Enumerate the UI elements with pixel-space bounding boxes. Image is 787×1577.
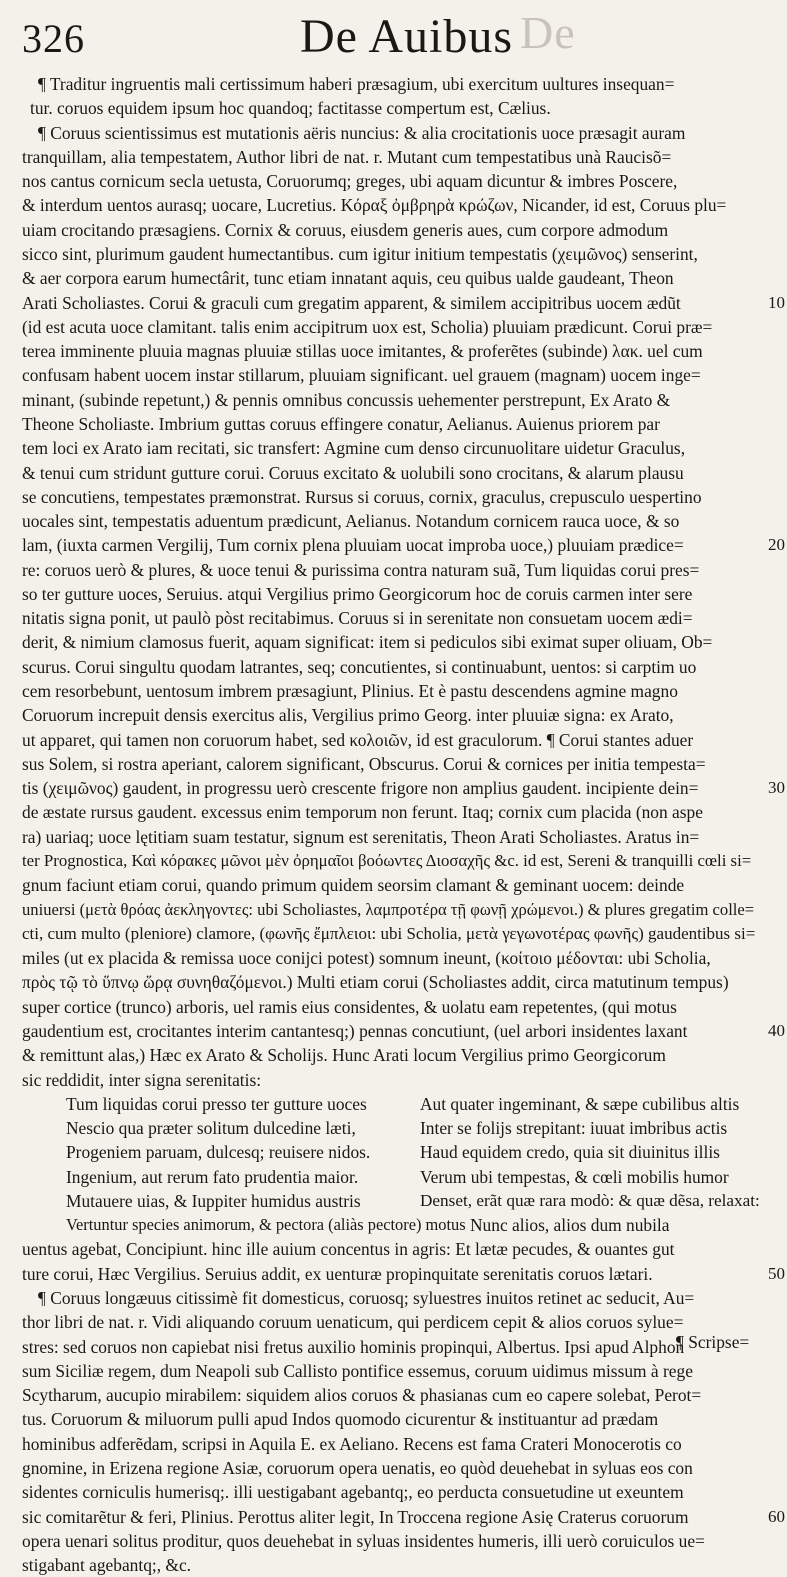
line-text: ter Prognostica, Καὶ κόρακες μῶνοι μὲν ὀρημαῖοι βοόωντες Διοσαχῆς &c. id est, Sereni & tranquilli cœli si=: [22, 851, 752, 870]
line-text: cem resorbebunt, uentosum imbrem præsagiunt, Plinius. Et è pastu descendens agmine magno: [22, 681, 678, 701]
line-text: gnomine, in Erizena regione Asiæ, coruorum opera uenatis, eo quòd deuehebat in syluas eos con: [22, 1458, 693, 1478]
text-line: [0, 1480, 787, 1504]
line-number-marker: 60: [768, 1506, 785, 1526]
verse-right: Verum ubi tempestas, & cœli mobilis humor: [420, 1166, 729, 1187]
line-number-marker: 30: [768, 778, 785, 798]
line-text: uniuersi (μετὰ θρόας ἀεκληγοντες: ubi Scholiastes, λαμπροτέρα τῇ φωνῇ χρώμενοι.) & plures gregatim colle=: [22, 899, 755, 919]
text-line: [0, 630, 787, 654]
page-number: 326: [22, 16, 85, 61]
line-number-marker: 40: [768, 1020, 785, 1040]
line-text: sic comitarẽtur & feri, Plinius. Perottus aliter legit, In Troccena regione Asię Craterus coruorum: [22, 1506, 689, 1527]
text-line: [0, 703, 787, 727]
line-text: ra) uariaq; uoce lętitiam suam testatur, signum est serenitatis, Theon Arati Scholiastes. Aratus in=: [22, 826, 700, 847]
line-text: miles (ut ex placida & remissa uoce conijci potest) somnum ineunt, (κοίτοιο μέδονται: ubi Scholia,: [22, 948, 711, 969]
text-line: [0, 339, 787, 363]
line-text: so ter gutture uoces, Seruius. atqui Vergilius primo Georgicorum hoc de coruis carmen inter sere: [22, 583, 693, 604]
line-text: super cortice (trunco) arboris, uel ramis eius considentes, & uolatu eam repetentes, (qui motus: [22, 996, 677, 1017]
text-line: [0, 655, 787, 679]
verse-right: Denset, erãt quæ rara modò: & quæ dẽsa, relaxat:: [420, 1190, 760, 1210]
verse-line: [0, 1140, 787, 1164]
text-line: [0, 96, 787, 120]
line-text: uocales sint, tempestatis aduentum prædicunt, Aelianus. Notandum cornicem rauca uoce, & so: [22, 511, 680, 531]
text-line: [0, 873, 787, 897]
text-line: [0, 461, 787, 485]
verse-line: [0, 1116, 787, 1140]
verse-left: Tum liquidas corui presso ter gutture uoces: [66, 1093, 367, 1114]
line-text: & aer corpora earum humectârit, tunc etiam innatant aquis, ceu quibus ualde gaudeant, Theon: [22, 268, 674, 289]
text-line: [0, 825, 787, 849]
text-line: [0, 1335, 787, 1359]
text-line: [0, 728, 787, 752]
verse-left: Mutauere uias, & Iuppiter humidus austris: [66, 1190, 361, 1211]
verse-left: Ingenium, aut rerum fato prudentia maior.: [66, 1166, 359, 1187]
text-line: [0, 1019, 787, 1043]
text-line: [0, 582, 787, 606]
verse-line: [0, 1165, 787, 1189]
text-line: [0, 1262, 787, 1286]
verse-line: [0, 1092, 787, 1116]
text-line: [0, 1286, 787, 1310]
text-line: [0, 485, 787, 509]
line-text: ¶ Coruus scientissimus est mutationis aëris nuncius: & alia crocitationis uoce præsagit auram: [38, 122, 686, 143]
text-line: [0, 1432, 787, 1456]
text-line: [0, 169, 787, 193]
line-number-marker: 10: [768, 292, 785, 312]
line-text: se concutiens, tempestates præmonstrat. Rursus si coruus, cornix, graculus, crepusculo uespertino: [22, 486, 702, 507]
text-line: [0, 1407, 787, 1431]
text-line: [0, 1529, 787, 1553]
line-text: ut apparet, qui tamen non coruorum habet, sed κολοιῶν, id est graculorum. ¶ Corui stantes aduer: [22, 729, 694, 750]
line-text: uiam crocitando præsagiens. Cornix & coruus, eiusdem generis aues, cum corpore admodum: [22, 219, 669, 240]
text-line: [0, 800, 787, 824]
text-line: [0, 72, 787, 96]
text-line: [0, 193, 787, 217]
line-text: nitatis signa ponit, ut paulò pòst recitabimus. Coruus si in serenitate non consuetam uocem ædi=: [22, 608, 693, 629]
text-line: [0, 363, 787, 387]
verse-right: Nunc alios, alios dum nubila: [470, 1215, 670, 1236]
line-text: gaudentium est, crocitantes interim cantantesq;) pennas concutiunt, (uel arbori insidentes laxant: [22, 1020, 688, 1041]
line-text: lam, (iuxta carmen Vergilij, Tum cornix plena pluuiam uocat improba uoce,) pluuiam prædice=: [22, 535, 684, 556]
line-text: terea imminente pluuia magnas pluuiæ stillas uoce imitantes, & proferẽtes (subinde) λακ. uel cum: [22, 341, 703, 362]
text-line: [0, 121, 787, 145]
verse-left: Progeniem paruam, dulcesq; reuisere nidos.: [66, 1142, 371, 1163]
line-text: uentus agebat, Concipiunt. hinc ille auium concentus in agris: Et lætæ pecudes, & ouantes gut: [22, 1239, 675, 1260]
text-line: [0, 558, 787, 582]
running-title: De Auibus: [300, 10, 513, 63]
line-text: sidentes corniculis humerisq;. illi uestigabant agebantq;, eo perducta consuetudine ut exeuntem: [22, 1482, 684, 1503]
text-line: [0, 242, 787, 266]
text-line: [0, 388, 787, 412]
text-line: [0, 533, 787, 557]
text-line: [0, 1043, 787, 1067]
line-text: ¶ Coruus longæuus citissimè fit domesticus, coruosq; syluestres inuitos retinet ac seducit, Au=: [38, 1288, 695, 1308]
line-text: tranquillam, alia tempestatem, Author libri de nat. r. Mutant cum tempestatibus unà Raucisõ=: [22, 146, 672, 167]
verse-right: Haud equidem credo, quia sit diuinitus illis: [420, 1142, 720, 1163]
text-line: [0, 1068, 787, 1092]
line-text: ture corui, Hæc Vergilius. Seruius addit, ex uenturæ propinquitate serenitatis coruos lætari.: [22, 1263, 653, 1284]
text-line: [0, 995, 787, 1019]
text-line: [0, 1310, 787, 1334]
text-line: [0, 315, 787, 339]
line-text: Coruorum increpuit densis exercitus alis, Vergilius primo Georg. inter pluuiæ signa: ex Arato,: [22, 705, 674, 726]
line-text: tur. coruos equidem ipsum hoc quandoq; factitasse compertum est, Cælius.: [30, 98, 551, 119]
line-text: tis (χειμῶνος) gaudent, in progressu uerò crescente frigore non amplius gaudent. incipiente dein=: [22, 778, 699, 799]
text-line: [0, 1359, 787, 1383]
text-line: [0, 922, 787, 946]
text-line: [0, 412, 787, 436]
text-line: [0, 970, 787, 994]
text-line: [0, 946, 787, 970]
verse-line: [0, 1189, 787, 1213]
line-text: thor libri de nat. r. Vidi aliquando coruum uenaticum, qui perdicem cepit & alios coruos sylue=: [22, 1312, 684, 1333]
text-line: [0, 752, 787, 776]
text-line: [0, 266, 787, 290]
line-text: cti, cum multo (pleniore) clamore, (φωνῆς ἔμπλειοι: ubi Scholia, μετὰ γεγωνοτέρας φωνῆς) gaudentibus si=: [22, 923, 756, 943]
text-line: [0, 1505, 787, 1529]
text-line: [0, 218, 787, 242]
verse-right: Aut quater ingeminant, & sæpe cubilibus altis: [420, 1093, 740, 1114]
line-text: & remittunt alas,) Hæc ex Arato & Scholijs. Hunc Arati locum Vergilius primo Georgicorum: [22, 1045, 666, 1066]
line-text: ¶ Traditur ingruentis mali certissimum haberi præsagium, ubi exercitum uultures insequan=: [38, 74, 675, 94]
line-text: stigabant agebantq;, &c.: [22, 1555, 192, 1576]
line-text: nos cantus cornicum secla uetusta, Coruorumq; greges, ubi aquam dicuntur & imbres Poscere,: [22, 171, 678, 192]
line-text: stres: sed coruos non capiebat nisi fretus auxilio hominis propinqui, Albertus. Ipsi apud Alphon: [22, 1336, 685, 1357]
line-text: sicco sint, plurimum gaudent humectantibus. cum igitur initium tempestatis (χειμῶνος) senserint,: [22, 244, 698, 264]
line-text: Arati Scholiastes. Corui & graculi cum gregatim apparent, & similem accipitribus uocem ædũt: [22, 292, 681, 313]
text-line: [0, 849, 787, 873]
line-text: re: coruos uerò & plures, & uoce tenui & purissima contra naturam suã, Tum liquidas corui pres=: [22, 559, 700, 580]
verse-right: Inter se folijs strepitant: iuuat imbribus actis: [420, 1118, 728, 1138]
verse-left: Vertuntur species animorum, & pectora (aliàs pectore) motus: [66, 1215, 466, 1235]
line-text: Theone Scholiaste. Imbrium guttas coruus effingere conatur, Aelianus. Auienus priorem par: [22, 413, 660, 434]
text-line: [0, 679, 787, 703]
text-line: [0, 509, 787, 533]
text-line: [0, 1383, 787, 1407]
line-text: gnum faciunt etiam corui, quando primum quidem seorsim clamant & geminant uocem: deinde: [22, 875, 685, 896]
line-text: minant, (subinde repetunt,) & pennis omnibus concussis uehementer perstrepunt, Ex Arato &: [22, 389, 671, 410]
text-line: [0, 436, 787, 460]
text-line: [0, 291, 787, 315]
line-text: πρὸς τῷ τὸ ὕπνῳ ὥρᾳ συνηθαζόμενοι.) Multi etiam corui (Scholiastes addit, circa matutinum tempus): [22, 972, 729, 993]
catchword: ¶ Scripse=: [676, 1332, 750, 1352]
text-line: [0, 776, 787, 800]
line-number-marker: 20: [768, 535, 785, 555]
line-text: hominibus adferẽdam, scripsi in Aquila E. ex Aeliano. Recens est fama Crateri Monocerotis co: [22, 1433, 682, 1454]
line-text: Scytharum, aucupio mirabilem: siquidem alios coruos & phasianas cum eo capere solebat, Perot=: [22, 1385, 702, 1406]
line-text: de æstate rursus gaudent. excessus enim temporum non ferunt. Itaq; cornix cum placida (non aspe: [22, 802, 703, 823]
line-text: tus. Coruorum & miluorum pulli apud Indos quomodo cicurentur & instituantur ad prædam: [22, 1409, 659, 1430]
line-text: opera uenari solitus proditur, quos deuehebat in syluas insidentes humeris, illi uerò coruiculos ue=: [22, 1530, 705, 1551]
line-text: & tenui cum stridunt gutture corui. Coruus excitato & uolubili sono crocitans, & alarum plausu: [22, 462, 684, 483]
line-text: derit, & nimium clamosus fuerit, aquam significat: item si pediculos sibi eximat super oliuam, Ob=: [22, 632, 713, 653]
text-line: [0, 1456, 787, 1480]
line-text: sum Siciliæ regem, dum Neapoli sub Callisto pontifice essemus, coruum uidimus missum à rege: [22, 1360, 693, 1381]
line-text: & interdum uentos aurasq; uocare, Lucretius. Κόραξ ὀμβρηρὰ κρώζων, Nicander, id est, Coruus plu=: [22, 195, 727, 216]
text-line: [0, 898, 787, 922]
line-text: sic reddidit, inter signa serenitatis:: [22, 1069, 262, 1090]
text-line: [0, 1553, 787, 1577]
line-text: (id est acuta uoce clamitant. talis enim accipitrum uox est, Scholia) pluuiam prædicunt. Corui præ=: [22, 316, 713, 337]
verse-left: Nescio qua præter solitum dulcedine læti,: [66, 1118, 356, 1138]
line-number-marker: 50: [768, 1263, 785, 1283]
bleed-through-text: De: [520, 7, 576, 58]
text-line: [0, 145, 787, 169]
verse-line: [0, 1213, 787, 1237]
line-text: scurus. Corui singultu quodam latrantes, seq; concutientes, si continuabunt, uentos: si carptim uo: [22, 656, 697, 677]
text-line: [0, 1237, 787, 1261]
text-line: [0, 606, 787, 630]
line-text: confusam habent uocem instar stillarum, pluuiam significant. uel grauem (magnam) uocem inge=: [22, 365, 701, 386]
line-text: tem loci ex Arato iam recitati, sic transfert: Agmine cum denso circunuolitare uidetur Graculus,: [22, 438, 686, 459]
line-text: sus Solem, si rostra aperiant, calorem significant, Obscurus. Corui & cornices per initia tempesta=: [22, 753, 706, 774]
